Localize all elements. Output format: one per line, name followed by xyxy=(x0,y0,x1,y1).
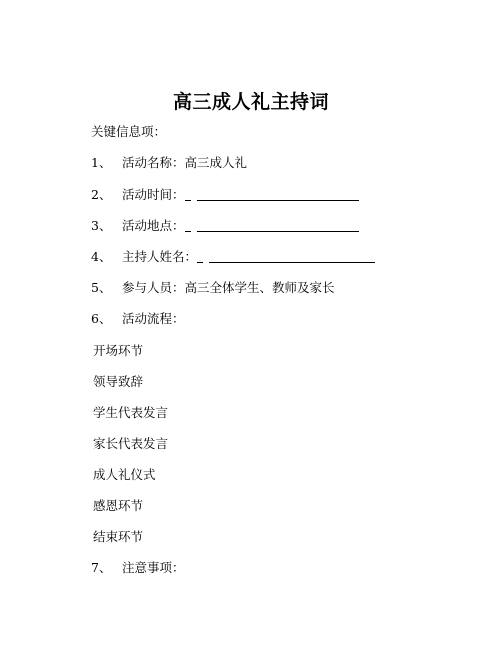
fill-in-blank xyxy=(209,249,375,263)
list-item-activity-time xyxy=(91,187,359,203)
blank-prefix xyxy=(185,218,191,232)
flow-step: 开场环节 xyxy=(93,343,144,358)
flow-step: 成人礼仪式 xyxy=(93,467,156,482)
flow-step: 领导致辞 xyxy=(93,374,144,389)
item-number: 3、 xyxy=(91,218,112,233)
item-label: 活动名称： xyxy=(122,155,185,170)
item-number: 7、 xyxy=(91,560,112,575)
item-label: 活动地点： xyxy=(122,218,185,233)
item-value: 高三全体学生、教师及家长 xyxy=(184,280,335,295)
flow-step: 学生代表发言 xyxy=(93,405,169,420)
item-number: 1、 xyxy=(91,155,112,170)
blank-prefix xyxy=(197,249,203,263)
list-item-participants xyxy=(91,280,335,296)
flow-step: 结束环节 xyxy=(93,529,144,544)
flow-step: 家长代表发言 xyxy=(93,436,169,451)
list-item-activity-name xyxy=(91,155,247,171)
fill-in-blank xyxy=(197,218,359,232)
item-label: 活动流程： xyxy=(122,311,185,326)
item-number: 2、 xyxy=(91,187,112,202)
item-label: 主持人姓名： xyxy=(122,249,198,264)
item-label: 活动时间： xyxy=(122,187,185,202)
item-label: 参与人员： xyxy=(122,280,185,295)
fill-in-blank xyxy=(197,187,359,201)
flow-step: 感恩环节 xyxy=(93,498,144,513)
document-title: 高三成人礼主持词 xyxy=(172,91,329,113)
list-item-activity-location xyxy=(91,218,359,234)
item-number: 6、 xyxy=(91,311,112,326)
item-label: 注意事项： xyxy=(122,560,185,575)
item-value: 高三成人礼 xyxy=(184,155,248,170)
intro-text: 关键信息项： xyxy=(91,124,167,139)
item-number: 4、 xyxy=(91,249,112,264)
list-item-host-name xyxy=(91,249,375,265)
list-item-notes xyxy=(91,560,185,576)
blank-prefix xyxy=(185,187,191,201)
item-number: 5、 xyxy=(91,280,112,295)
list-item-activity-flow xyxy=(91,311,185,327)
